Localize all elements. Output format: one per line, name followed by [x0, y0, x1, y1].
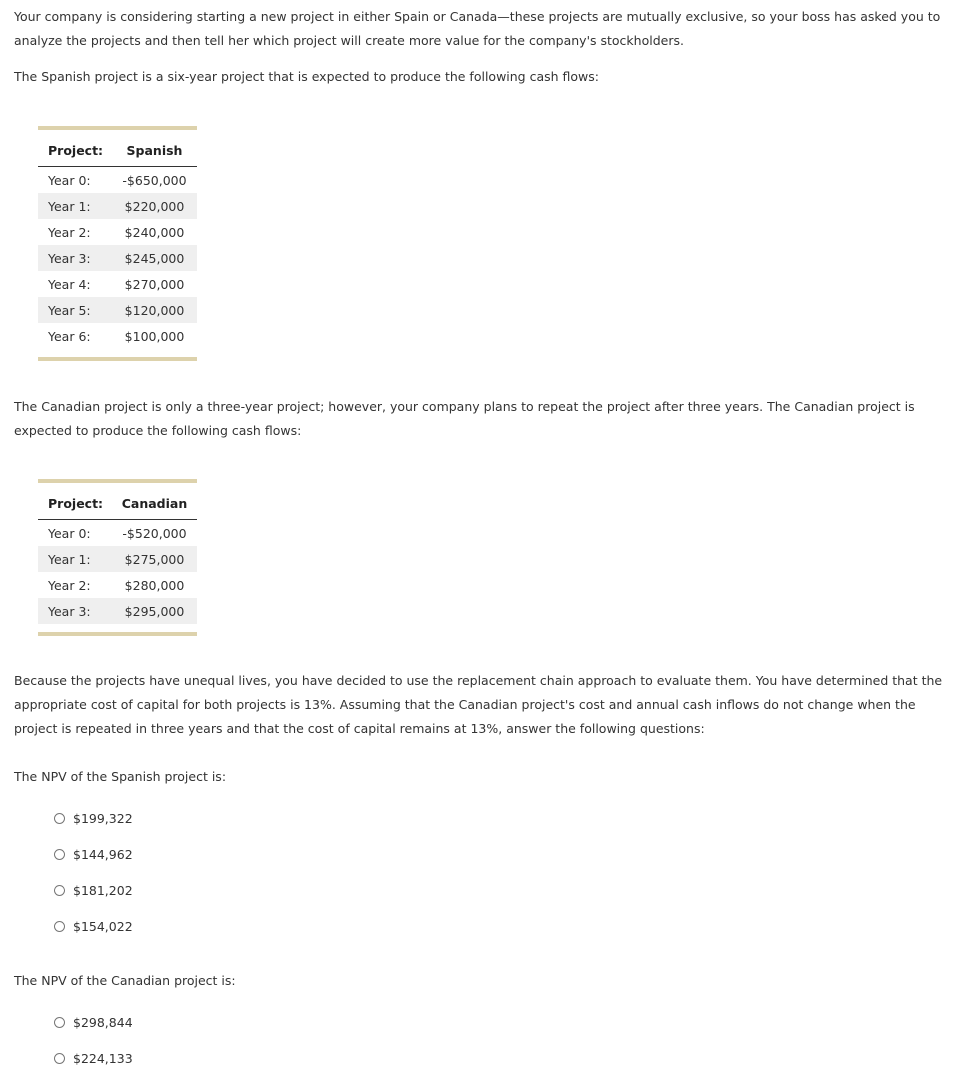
cash-flow-cell: -$520,000	[122, 525, 187, 541]
year-cell: Year 6:	[48, 328, 91, 344]
cash-flow-cell: $245,000	[118, 245, 197, 271]
year-cell: Year 1:	[38, 193, 118, 219]
table-row	[38, 193, 197, 219]
table-row	[38, 245, 197, 271]
option-label: $199,322	[73, 811, 133, 826]
table-spacer	[38, 624, 197, 634]
table-header-project: Spanish	[118, 128, 197, 167]
option-label: $154,022	[73, 919, 133, 934]
cash-flow-cell: $240,000	[124, 224, 185, 240]
cash-flow-cell: $275,000	[118, 546, 197, 572]
radio-button[interactable]	[54, 1017, 65, 1028]
table-row	[38, 572, 197, 598]
table-row	[38, 546, 197, 572]
cash-flow-cell: $220,000	[118, 193, 197, 219]
year-cell: Year 2:	[48, 577, 91, 593]
cash-flow-cell: $120,000	[118, 297, 197, 323]
table-row	[38, 271, 197, 297]
answer-option[interactable]	[54, 847, 133, 862]
radio-button[interactable]	[54, 1053, 65, 1064]
table-row	[38, 323, 197, 349]
replacement-chain-paragraph: Because the projects have unequal lives, you have decided to use the replacement chain approach to evaluate them. You have determined that the appropriate cost of capital for both projects is 13%. Assuming that the Canadian project's cost and annual cash inflows do not change when the project is repeated in three years and that the cost of capital remains at 13%, answer the following questions:	[14, 673, 943, 736]
table-row	[38, 219, 197, 245]
radio-button[interactable]	[54, 813, 65, 824]
year-cell: Year 4:	[48, 276, 91, 292]
year-cell: Year 2:	[48, 224, 91, 240]
table-spacer	[38, 349, 197, 359]
question-spanish-npv: The NPV of the Spanish project is:	[14, 769, 227, 784]
year-cell: Year 3:	[38, 245, 118, 271]
canadian-intro-paragraph: The Canadian project is only a three-year project; however, your company plans to repeat the project after three years. The Canadian project is expected to produce the following cash flows:	[14, 399, 915, 438]
option-label: $144,962	[73, 847, 133, 862]
year-cell: Year 0:	[48, 525, 91, 541]
year-cell: Year 5:	[38, 297, 118, 323]
spanish-cash-flow-table	[38, 126, 197, 361]
option-label: $181,202	[73, 883, 133, 898]
cash-flow-cell: $270,000	[124, 276, 185, 292]
table-row	[38, 167, 197, 194]
radio-button[interactable]	[54, 885, 65, 896]
table-row	[38, 297, 197, 323]
year-cell: Year 1:	[38, 546, 118, 572]
table-row	[38, 598, 197, 624]
cash-flow-cell: $100,000	[124, 328, 185, 344]
answer-option[interactable]	[54, 919, 133, 934]
cash-flow-cell: $295,000	[118, 598, 197, 624]
cash-flow-cell: -$650,000	[122, 172, 187, 188]
year-cell: Year 0:	[48, 172, 91, 188]
option-label: $298,844	[73, 1015, 133, 1030]
answer-option[interactable]	[54, 1051, 133, 1066]
year-cell: Year 3:	[38, 598, 118, 624]
intro-paragraph: Your company is considering starting a new project in either Spain or Canada—these projects are mutually exclusive, so your boss has asked you to analyze the projects and then tell her which project will create more value for the company's stockholders.	[14, 9, 941, 48]
option-label: $224,133	[73, 1051, 133, 1066]
answer-option[interactable]	[54, 1015, 133, 1030]
table-row	[38, 520, 197, 547]
canadian-cash-flow-table	[38, 479, 197, 636]
table-header-project: Canadian	[118, 481, 197, 520]
answer-option[interactable]	[54, 811, 133, 826]
question-canadian-npv: The NPV of the Canadian project is:	[14, 973, 236, 988]
answer-option[interactable]	[54, 883, 133, 898]
cash-flow-cell: $280,000	[124, 577, 185, 593]
radio-button[interactable]	[54, 849, 65, 860]
spanish-intro-paragraph: The Spanish project is a six-year project that is expected to produce the following cash flows:	[14, 69, 600, 84]
table-header-label: Project:	[38, 481, 118, 520]
table-header-label: Project:	[38, 128, 118, 167]
radio-button[interactable]	[54, 921, 65, 932]
